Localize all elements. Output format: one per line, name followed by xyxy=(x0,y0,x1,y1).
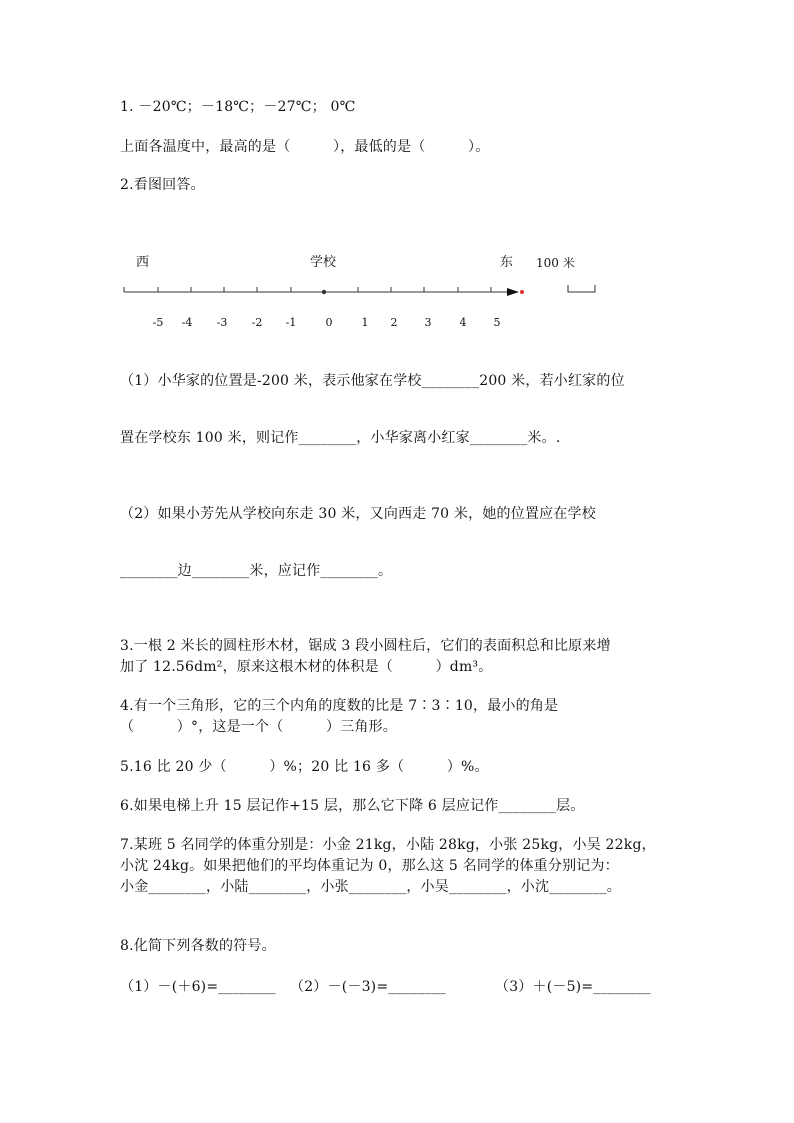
tick-label: 2 xyxy=(390,316,398,329)
number-line xyxy=(0,0,794,340)
tick-label: 1 xyxy=(361,316,369,329)
q7-line1: 7.某班 5 名同学的体重分别是：小金 21kg，小陆 28kg，小张 25kg，小吴 22kg， xyxy=(120,837,656,853)
label-school: 学校 xyxy=(310,255,337,270)
q4-line2: （ ）°，这是一个（ ）三角形。 xyxy=(120,719,397,735)
q1-line1: 1. －20℃；－18℃；－27℃； 0℃ xyxy=(120,99,356,115)
scale-bracket xyxy=(568,285,595,292)
axis-ticks xyxy=(124,287,491,292)
tick-label: -3 xyxy=(216,316,228,329)
q7-line2: 小沈 24kg。如果把他们的平均体重记为 0，那么这 5 名同学的体重分别记为： xyxy=(120,858,619,874)
arrow-head xyxy=(507,288,519,296)
q8-item2: （2）－(－3)=________ xyxy=(290,979,446,995)
q4-line1: 4.有一个三角形，它的三个内角的度数的比是 7∶3∶10，最小的角是 xyxy=(120,698,559,714)
q8-item1: （1）－(＋6)=________ xyxy=(120,979,276,995)
q2-part1-line2: 置在学校东 100 米，则记作________，小华家离小红家________米。. xyxy=(120,430,561,446)
tick-label: 0 xyxy=(325,316,333,329)
tick-label: -4 xyxy=(181,316,193,329)
q5-line1: 5.16 比 20 少（ ）%；20 比 16 多（ ）%。 xyxy=(120,759,489,775)
tick-label: -5 xyxy=(152,316,164,329)
q3-line2: 加了 12.56dm²，原来这根木材的体积是（ ）dm³。 xyxy=(120,659,493,675)
q2-part1-line1: （1）小华家的位置是-200 米，表示他家在学校________200 米，若小红家的位 xyxy=(120,373,625,389)
school-point xyxy=(322,290,326,294)
q2-title: 2.看图回答。 xyxy=(120,177,205,193)
tick-label: -1 xyxy=(285,316,297,329)
label-west: 西 xyxy=(136,255,150,270)
q8-item3: （3）＋(－5)=________ xyxy=(495,979,651,995)
q6-line1: 6.如果电梯上升 15 层记作+15 层，那么它下降 6 层应记作________层。 xyxy=(120,798,585,814)
label-east: 东 xyxy=(500,255,514,270)
q2-part2-line2: ________边________米，应记作________。 xyxy=(120,563,393,579)
tick-label: 5 xyxy=(493,316,501,329)
arrow-end-dot xyxy=(520,290,524,294)
q1-line2: 上面各温度中，最高的是（ ），最低的是（ ）。 xyxy=(120,139,490,155)
scale-label: 100 米 xyxy=(536,256,575,270)
tick-label: 3 xyxy=(424,316,432,329)
q3-line1: 3.一根 2 米长的圆柱形木材，锯成 3 段小圆柱后，它们的表面积总和比原来增 xyxy=(120,638,611,654)
tick-label: 4 xyxy=(459,316,467,329)
q8-title: 8.化简下列各数的符号。 xyxy=(120,938,276,954)
q7-line3: 小金________，小陆________，小张________，小吴________，小沈________。 xyxy=(120,879,621,895)
q2-part2-line1: （2）如果小芳先从学校向东走 30 米，又向西走 70 米，她的位置应在学校 xyxy=(120,506,596,522)
tick-label: -2 xyxy=(251,316,263,329)
